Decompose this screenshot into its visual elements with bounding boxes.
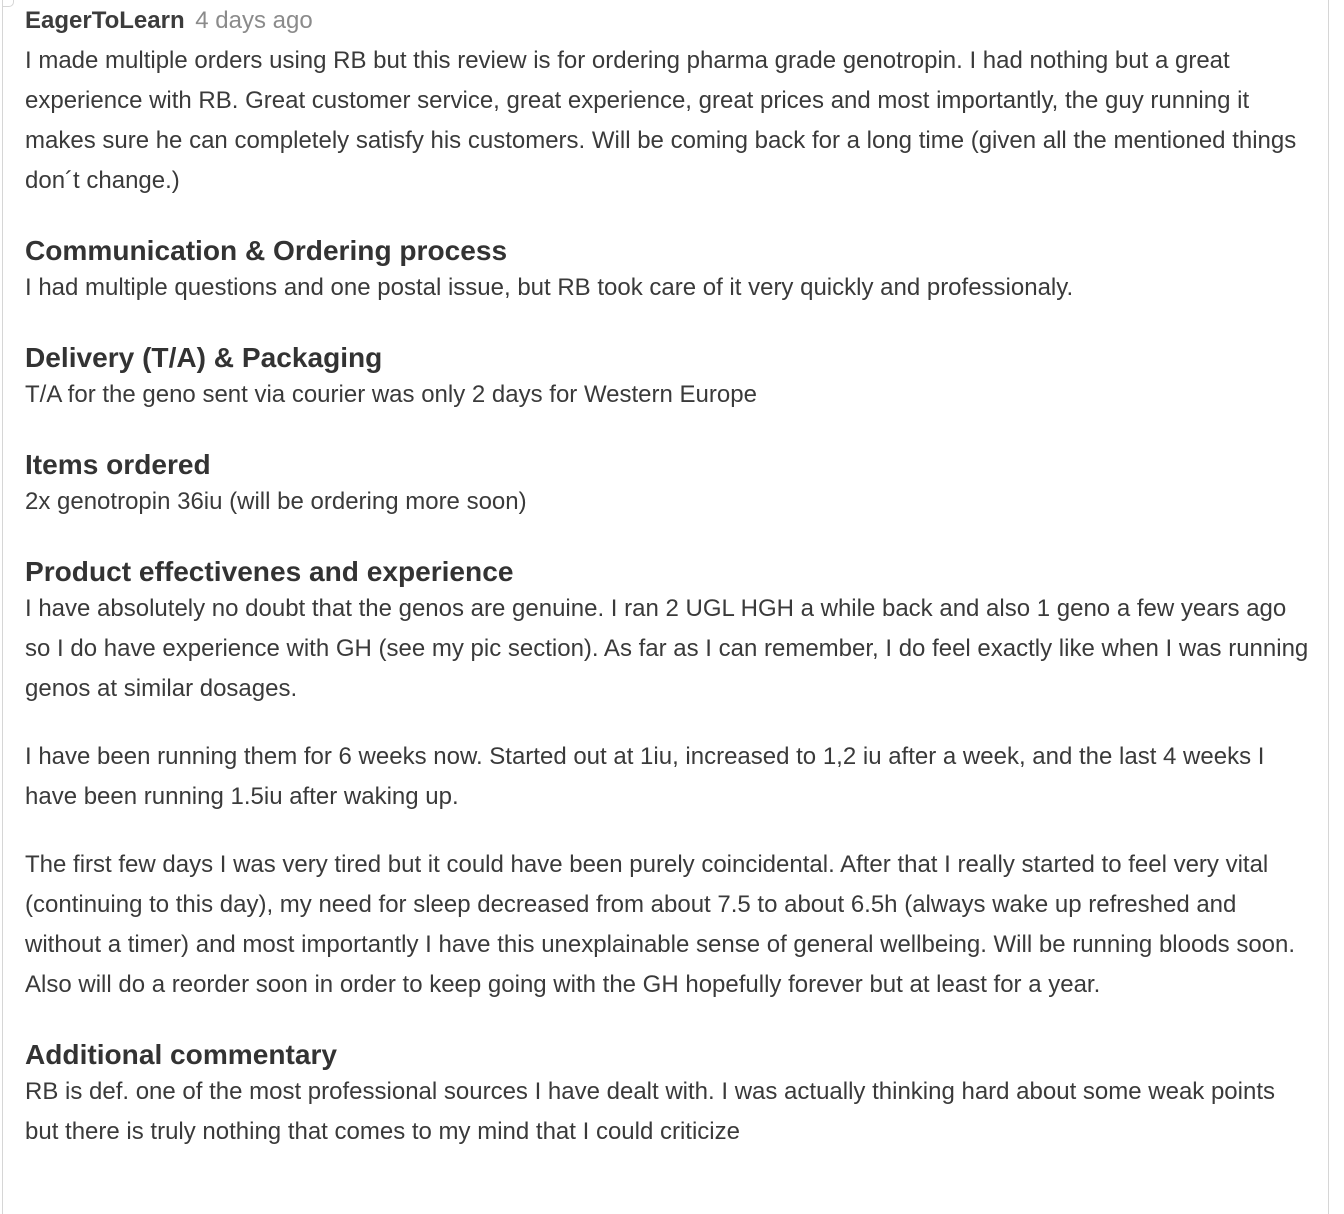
- comment-card: [2, 0, 1329, 1214]
- intro-paragraph: I made multiple orders using RB but this review is for ordering pharma grade genotropin. I had nothing but a great experience with RB. Great customer service, great experience, great prices and most importantly, the guy running it makes sure he can completely satisfy his customers. Will be coming back for a long time (given all the mentioned things don´t change.): [25, 47, 1297, 194]
- section-heading-communication: Communication & Ordering process: [25, 235, 508, 266]
- comment-meta: [25, 4, 1315, 38]
- section-paragraph: T/A for the geno sent via courier was only 2 days for Western Europe: [25, 381, 757, 408]
- thread-connector: [3, 0, 14, 7]
- author-name[interactable]: EagerToLearn: [25, 7, 185, 34]
- section-heading-product-effectiveness: Product effectivenes and experience: [25, 556, 514, 587]
- section-heading-additional-commentary: Additional commentary: [25, 1039, 338, 1070]
- section-heading-delivery: Delivery (T/A) & Packaging: [25, 342, 383, 373]
- section-heading-items-ordered: Items ordered: [25, 449, 211, 480]
- section-paragraph: I have been running them for 6 weeks now. Started out at 1iu, increased to 1,2 iu after a week, and the last 4 weeks I have been running 1.5iu after waking up.: [25, 743, 1265, 810]
- comment-timestamp[interactable]: 4 days ago: [195, 7, 313, 34]
- section-paragraph: The first few days I was very tired but it could have been purely coincidental. After that I really started to feel very vital (continuing to this day), my need for sleep decreased from about 7.5 to about 6.5h (always wake up refreshed and without a timer) and most importantly I have this unexplainable sense of general wellbeing. Will be running bloods soon. Also will do a reorder soon in order to keep going with the GH hopefully forever but at least for a year.: [25, 851, 1296, 998]
- comment-body: [25, 4, 1315, 1152]
- section-paragraph: I have absolutely no doubt that the genos are genuine. I ran 2 UGL HGH a while back and also 1 geno a few years ago so I do have experience with GH (see my pic section). As far as I can remember, I do feel exactly like when I was running genos at similar dosages.: [25, 595, 1309, 702]
- section-paragraph: I had multiple questions and one postal issue, but RB took care of it very quickly and professionaly.: [25, 274, 1074, 301]
- section-paragraph: 2x genotropin 36iu (will be ordering more soon): [25, 488, 527, 515]
- section-paragraph: RB is def. one of the most professional sources I have dealt with. I was actually thinking hard about some weak points but there is truly nothing that comes to my mind that I could criticize: [25, 1078, 1276, 1145]
